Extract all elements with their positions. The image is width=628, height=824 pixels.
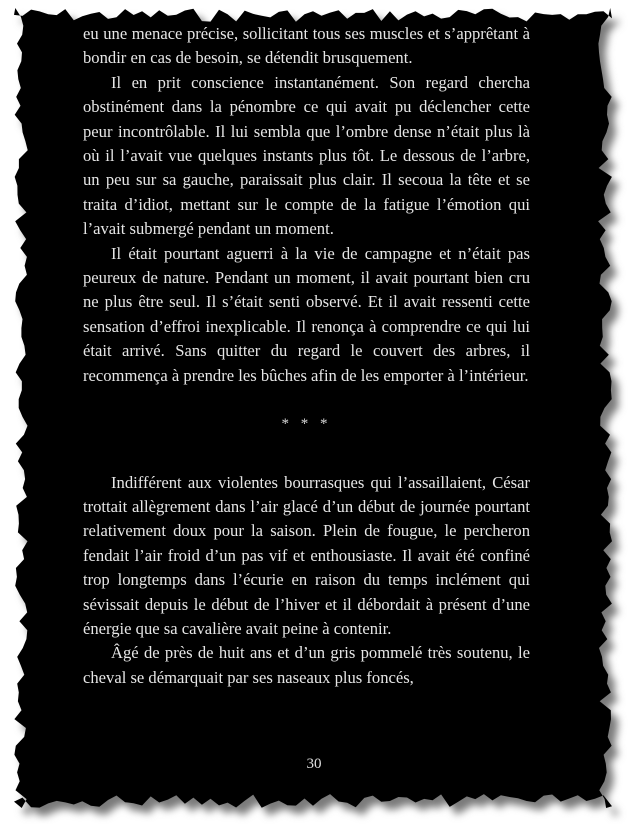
paragraph: Indifférent aux violentes bourrasques qui l’assaillaient, César trottait allègrement dans l’air glacé d’un début de journée pourtant relativement doux pour la saison. Plein de fougue, le percheron fendait l’air froid d’un pas vif et enthousiaste. Il avait été confiné trop longtemps dans l’écurie en raison du temps inclément qui sévissait depuis le début de l’hiver et il débordait à présent d’une énergie que sa cavalière avait peine à contenir. [83, 472, 530, 638]
paragraph: Âgé de près de huit ans et d’un gris pommelé très soutenu, le cheval se démarquait par ses naseaux plus foncés, [83, 643, 530, 687]
paragraph: Il était pourtant aguerri à la vie de campagne et n’était pas peureux de nature. Pendant un moment, il avait pourtant bien cru ne plus être seul. Il s’était senti observé. Et il avait ressenti cette sensation d’effroi inexplicable. Il renonça à comprendre ce qui lui était arrivé. Sans quitter du regard le couvert des arbres, il recommença à prendre les bûches afin de les emporter à l’intérieur. [83, 243, 530, 385]
paragraph: Il en prit conscience instantanément. Son regard chercha obstinément dans la pénombre ce qui avait pu déclencher cette peur incontrôlable. Il lui sembla que l’ombre dense n’était plus là où il l’avait vue quelques instants plus tôt. Le dessous de l’arbre, un peu sur sa gauche, paraissait plus clair. Il secoua la tête et se traita d’idiot, mettant sur le compte de la fatigue l’émotion qui l’avait submergé pendant un moment. [83, 72, 530, 239]
page-number: 30 [306, 756, 322, 772]
paragraph: eu une menace précise, sollicitant tous ses muscles et s’apprêtant à bondir en cas de besoin, se détendit brusquement. [83, 24, 530, 68]
section-separator: * * * [281, 416, 332, 433]
page-body [83, 22, 530, 690]
